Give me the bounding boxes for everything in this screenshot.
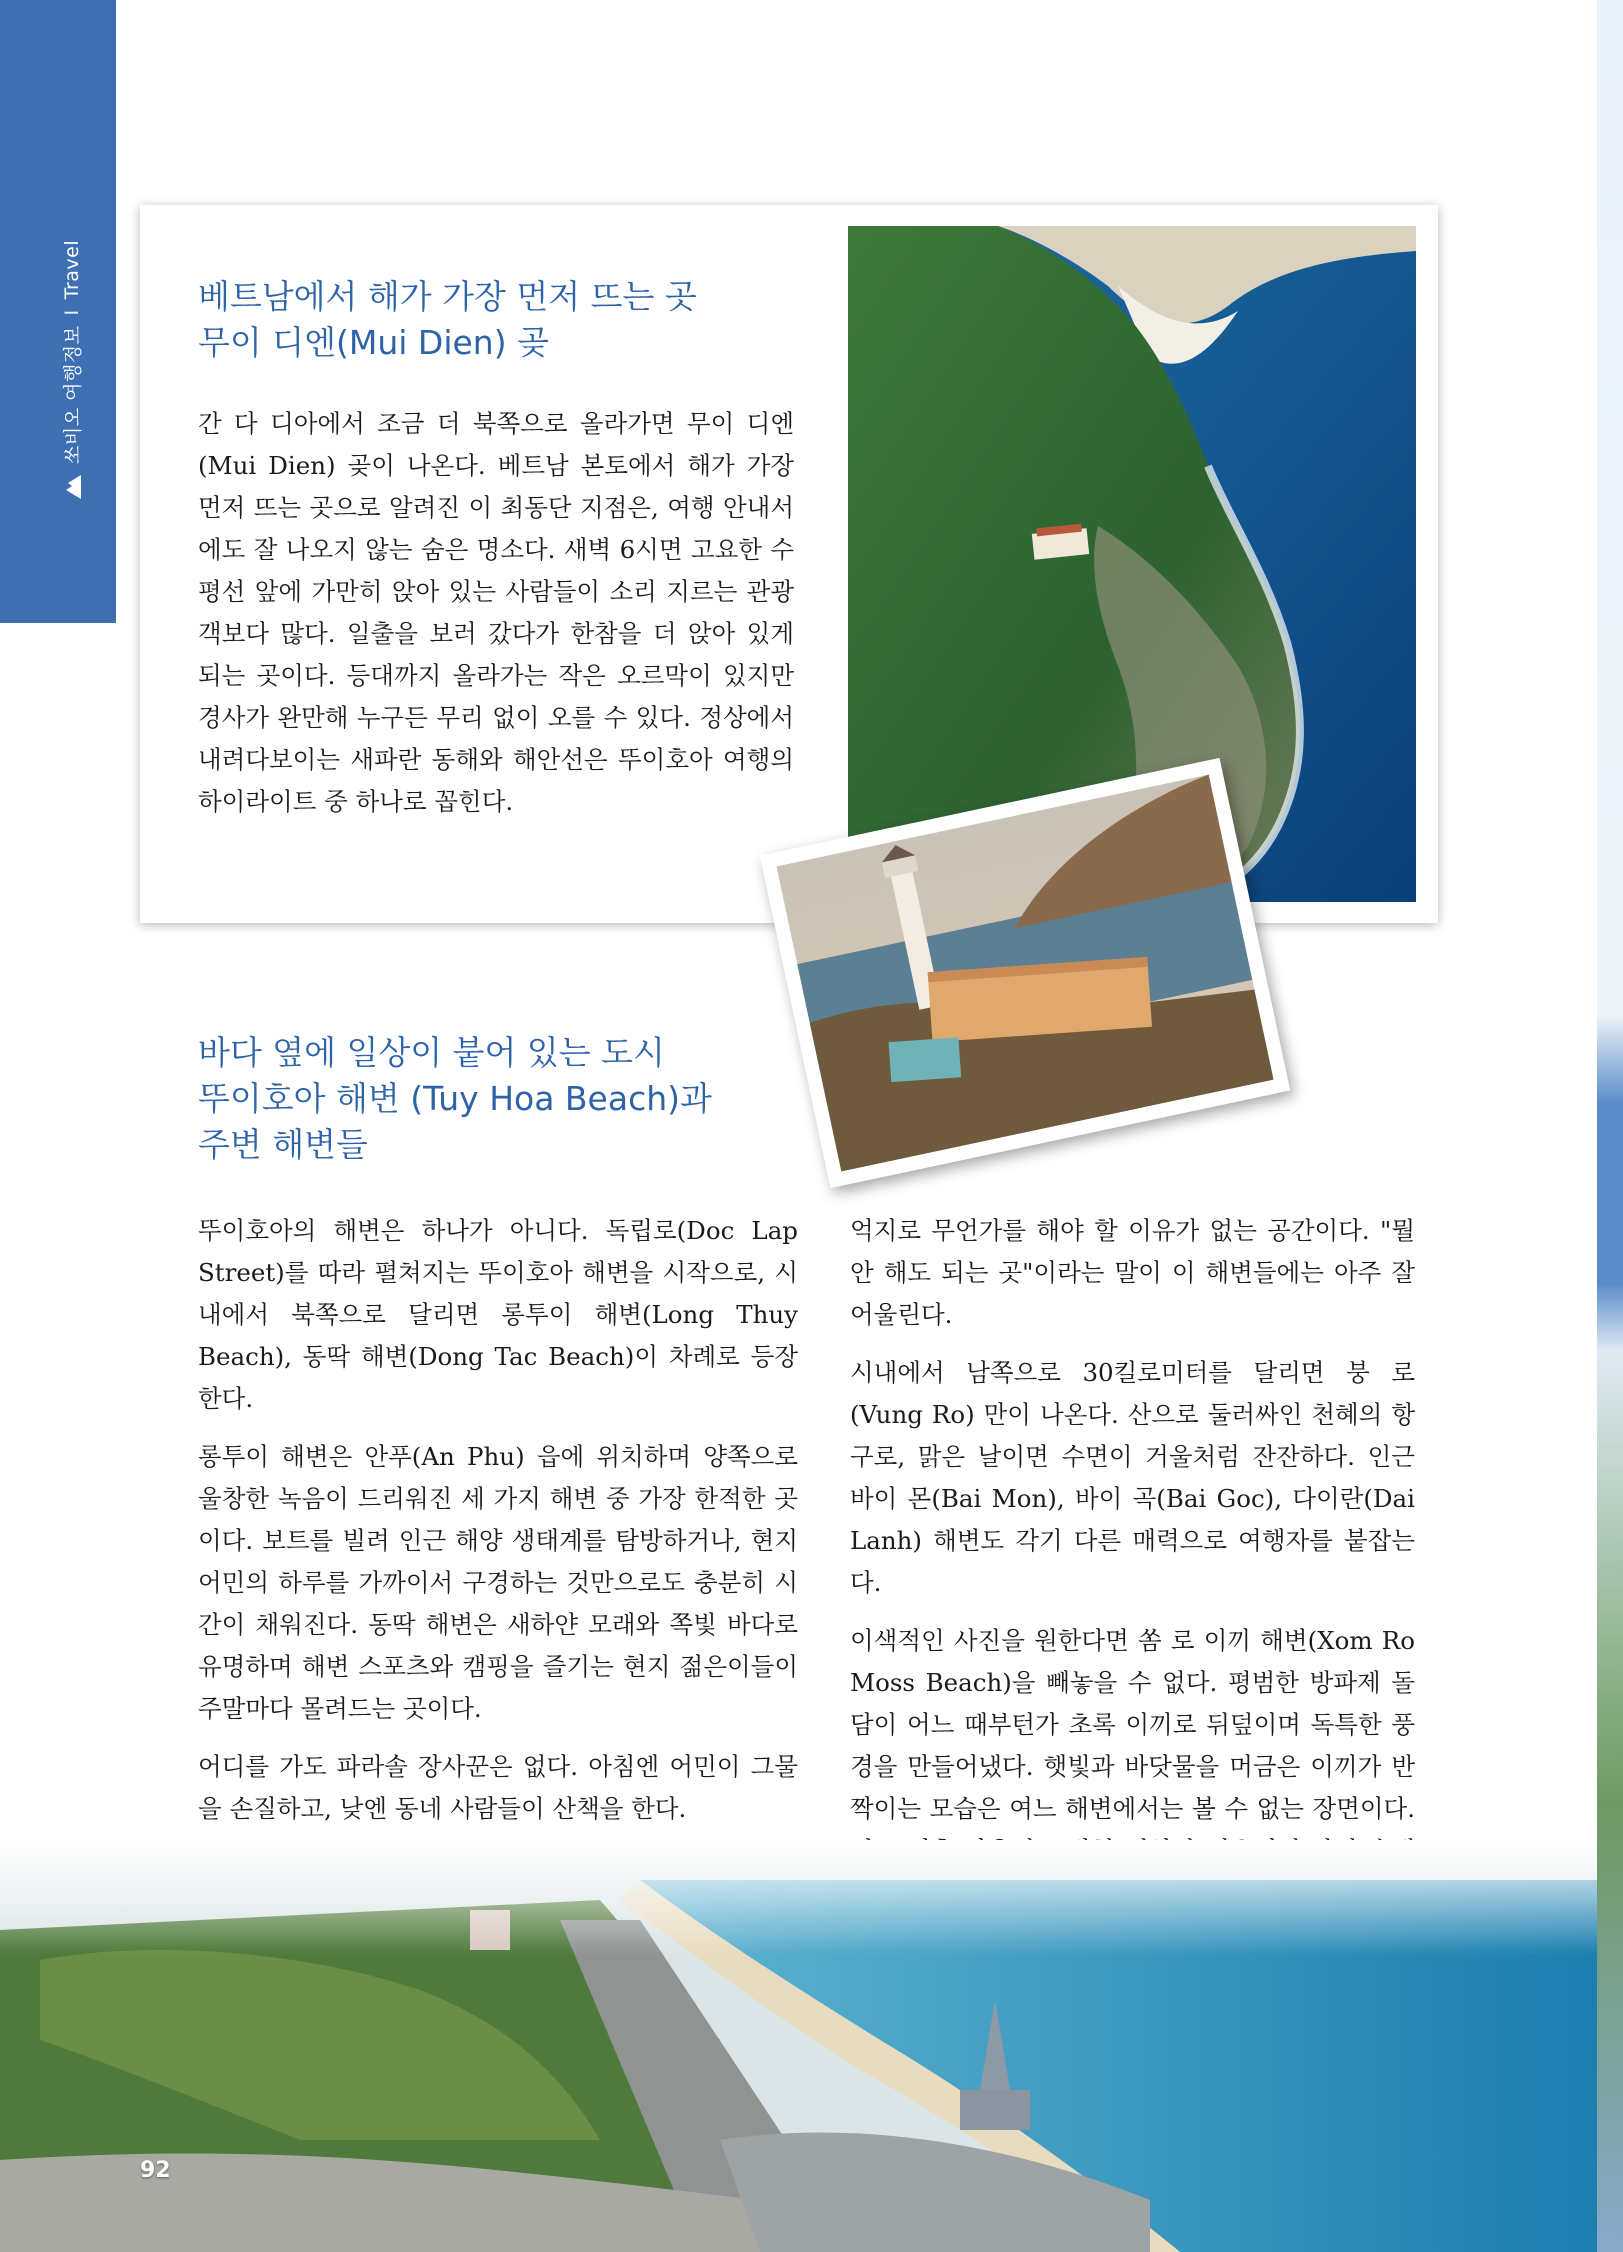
heading-line-3: 주변 해변들 [198,1125,368,1164]
mui-dien-body [198,403,794,839]
paragraph: 어디를 가도 파라솔 장사꾼은 없다. 아침엔 어민이 그물을 손질하고, 낮엔 동네 사람들이 산책을 한다. [198,1752,798,1823]
tuy-hoa-coast-photo [0,1840,1597,2252]
section-category: Travel [60,239,83,300]
heading-line-1: 바다 옆에 일상이 붙어 있는 도시 [198,1033,665,1072]
mui-dien-heading [198,274,697,366]
paragraph: 롱투이 해변은 안푸(An Phu) 읍에 위치하며 양쪽으로 울창한 녹음이 드리워진 세 가지 해변 중 가장 한적한 곳이다. 보트를 빌려 인근 해양 생태계를 탐방하거나, 현지 어민의 하루를 가까이서 구경하는 것만으로도 충분히 시간이 채워진다. 동딱 해변은 새하얀 모래와 쪽빛 바다로 유명하며 해변 스포츠와 캠핑을 즐기는 현지 젊은이들이 주말마다 몰려드는 곳이다. [198,1442,798,1723]
tuy-hoa-heading [198,1030,712,1168]
left-column [198,1210,798,1846]
mui-dien-paragraph: 간 다 디아에서 조금 더 북쪽으로 올라가면 무이 디엔(Mui Dien) 곶이 나온다. 베트남 본토에서 해가 가장 먼저 뜨는 곳으로 알려진 이 최동단 지점은, 여행 안내서에도 잘 나오지 않는 숨은 명소다. 새벽 6시면 고요한 수평선 앞에 가만히 앉아 있는 사람들이 소리 지르는 관광객보다 많다. 일출을 보러 갔다가 한참을 더 앉아 있게 되는 곳이다. 등대까지 올라가는 작은 오르막이 있지만 경사가 완만해 누구든 무리 없이 오를 수 있다. 정상에서 내려다보이는 새파란 동해와 해안선은 뚜이호아 여행의 하이라이트 중 하나로 꼽힌다. [198,409,794,816]
paragraph: 뚜이호아의 해변은 하나가 아니다. 독립로(Doc Lap Street)를 따라 펼쳐지는 뚜이호아 해변을 시작으로, 시내에서 북쪽으로 달리면 롱투이 해변(Long Thuy Beach), 동딱 해변(Dong Tac Beach)이 차례로 등장한다. [198,1216,798,1413]
heading-line-1: 베트남에서 해가 가장 먼저 뜨는 곳 [198,277,697,316]
paragraph: 시내에서 남쪽으로 30킬로미터를 달리면 붕 로(Vung Ro) 만이 나온다. 산으로 둘러싸인 천혜의 항구로, 맑은 날이면 수면이 거울처럼 잔잔하다. 인근 바이 몬(Bai Mon), 바이 곡(Bai Goc), 다이란(Dai Lanh) 해변도 각기 다른 매력으로 여행자를 붙잡는다. [850,1358,1415,1597]
paragraph: 억지로 무언가를 해야 할 이유가 없는 공간이다. "뭘 안 해도 되는 곳"이라는 말이 이 해변들에는 아주 잘 어울린다. [850,1216,1415,1329]
heading-line-2: 무이 디엔(Mui Dien) 곶 [198,323,549,362]
paragraph: 이색적인 사진을 원한다면 쏨 로 이끼 해변(Xom Ro Moss Beach)을 빼놓을 수 없다. 평범한 방파제 돌담이 어느 때부턴가 초록 이끼로 뒤덮이며 독특한 풍경을 만들어냈다. 햇빛과 바닷물을 머금은 이끼가 반짝이는 모습은 여느 해변에서는 볼 수 없는 장면이다. [850,1626,1415,1823]
page-number: 92 [140,2158,171,2183]
mountain-icon [62,474,82,500]
right-column [850,1210,1415,1930]
heading-line-2: 뚜이호아 해변 (Tuy Hoa Beach)과 [198,1079,712,1118]
section-separator: I [60,309,83,316]
right-edge-strip [1597,0,1623,2252]
section-label [58,240,85,500]
section-name: 쏘비오 여행정보 [62,325,84,464]
